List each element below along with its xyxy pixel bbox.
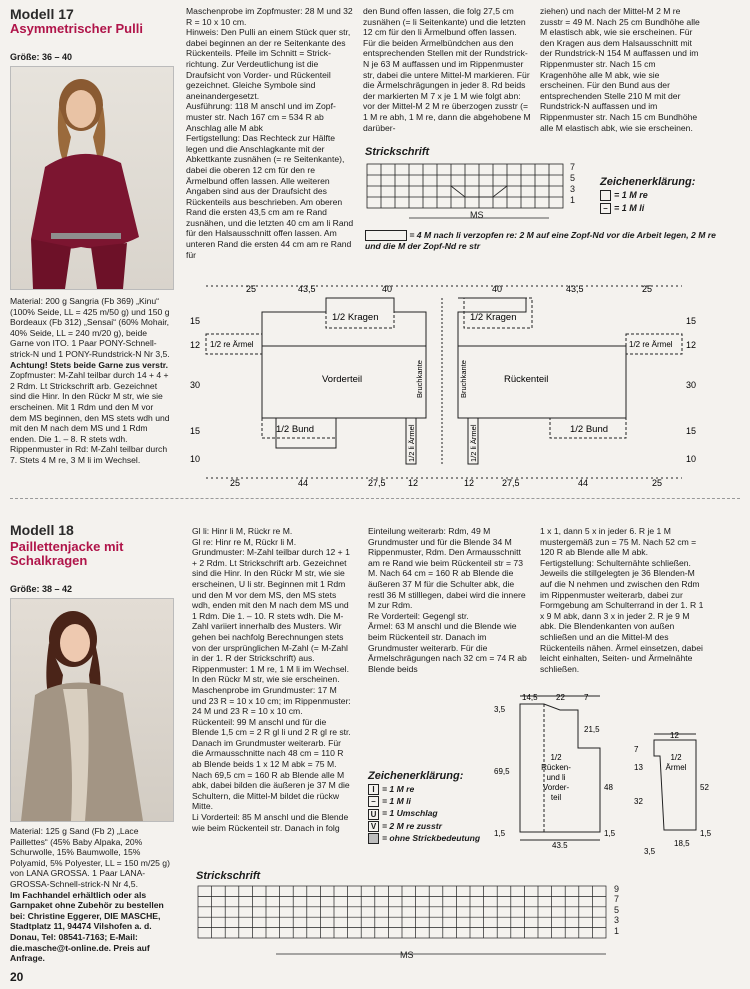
model-18-title: Paillettenjacke mit Schalkragen [10, 539, 124, 568]
dim-label: 15 [190, 316, 201, 326]
dim-label: 25 [652, 478, 663, 488]
model-18-col3 [368, 526, 528, 674]
dim-label: 44 [578, 478, 589, 488]
bund-label: 1/2 Bund [276, 424, 315, 435]
piece-label: 1/2 [550, 753, 562, 762]
dim-label: 15 [686, 426, 697, 436]
gauge-text: Maschenprobe im Zopfmuster: 28 M und 32 R = 10 x 10 cm. [186, 6, 353, 27]
dim-label: 22 [556, 693, 565, 702]
row-number: 5 [614, 904, 620, 915]
pattern-text: Rippenmuster: 1 M re, 1 M li im Wechsel. In den Rückr M str, wie sie erscheinen. [192, 663, 349, 685]
continued-text: ziehen) und nach der Mittel-M 2 M re zusstr = 49 M. Nach 25 cm Bundhöhe alle M elastisch abk, wie sie erscheinen. Für den Kragen aus dem Halsausschnitt mit der Rundstrick-N 154 M auffassen und im Rippenmuster str. Nach 15 cm Kragenhöhe alle M abk, wie sie erscheinen. Für den Bund aus der entsprechenden Stelle 210 M mit der Rundstrick-N auffassen und im Rippenmuster str. Nach 15 cm Bundhöhe alle M elastisch abk, wie sie erscheinen. [540, 6, 700, 133]
model-18-photo [10, 598, 174, 822]
piece-label: 1/2 [670, 753, 682, 762]
dim-label: 12 [464, 478, 475, 488]
front-text: Einteilung weiterarb: Rdm, 49 M Grundmuster und für die Blende 34 M Rippenmuster, Rdm. Den Armausschnitt am re Rand wie beim Rückenteil str = 73 M. Nach 64 cm = 160 R ab Blende die äußeren 37 M für die Schulter abk, die restl 36 M stilllegen, dabei wird die innere M zur Rdm. [368, 526, 526, 611]
attention-note: Achtung! Stets beide Garne zus verstr. [10, 359, 169, 370]
schematic-18-sleeve [630, 730, 720, 860]
dim-label: 25 [642, 284, 653, 294]
row-number: 1 [614, 925, 620, 936]
chart-18-ms: MS [400, 950, 414, 960]
no-stitch-symbol-icon [368, 833, 379, 844]
dim-label: 27,5 [368, 478, 386, 488]
dim-label: 15 [190, 426, 201, 436]
dim-label: 1,5 [700, 829, 712, 838]
pattern-text: Gl li: Hinr li M, Rückr re M. [192, 526, 293, 536]
material-text: Material: 200 g Sangria (Fb 369) „Kinu“ (100% Seide, LL = 425 m/50 g) und 150 g Bordeaux (Fb 312) „Sensai“ (60% Mohair, 40% Seide, LL = 240 m/20 g), beide Garne von ITO. 1 Paar PONY-Schnell-strick-N und 1 PONY-Rundstrick-N Nr 3,5. [10, 296, 170, 359]
row-number: 7 [614, 894, 620, 905]
continued-text: den Bund offen lassen, die folg 27,5 cm zusnähen (= li Seitenkante) und die letzten 12 cm für den li Ärmelbund offen lassen. Für die beiden Ärmelbündchen aus den entsprechenden Stellen mit der Rundstrick-N je 63 M auffassen und im Rippenmuster str, dabei die untere Mittel-M markieren. Für die Ärmelschrägungen in jeder 8. Rd beids der markierten M 7 x je 1 M wie folgt abn: vor der Mittel-M 2 M re überzogen zusstr (= 1 M re abh, 1 M re, dann die abgehobene M darüber- [363, 6, 531, 133]
dim-label: 32 [634, 797, 643, 806]
piece-label: Vorder- [542, 783, 570, 792]
dim-label: 1,5 [604, 829, 616, 838]
dim-label: 14,5 [522, 693, 538, 702]
dim-label: 27,5 [502, 478, 520, 488]
legend-item: – = 1 M li [600, 203, 695, 214]
back-text: Rückenteil: 99 M anschl und für die Blende 1,5 cm = 2 R gl li und 2 R gl re str. Danach im Grundmuster weiterarb. Für die Armausschnitte nach 48 cm = 110 R ab Blende beids 1 x 12 M abk = 75 M. Nach 69,5 cm = 160 R ab Blende alle M abk, dabei bilden die äußeren je 37 M die Schultern, die Mittel-M bildet die rückw Mitte. [192, 716, 351, 812]
knit-symbol-icon [600, 190, 611, 201]
material-text: Material: 125 g Sand (Fb 2) „Lace Paillettes“ (45% Baby Alpaka, 20% Schurwolle, 15% Baumwolle, 15% Polyamid, 5% Polyester, LL = 150 m/25 g) von LANA GROSSA. 1 Paar LANA-GROSSA-Schnell-strick-N Nr 4,5. [10, 826, 170, 889]
aermel-label: 1/2 re Ärmel [629, 340, 673, 349]
li-aermel-label: 1/2 li Ärmel [407, 424, 416, 462]
legend-item: = ohne Strickbedeutung [368, 833, 480, 844]
vorderteil-label: Vorderteil [322, 374, 363, 385]
execution-text: Ausführung: 118 M anschl und im Zopf-muster str. Nach 167 cm = 534 R ab Anschlag alle M abk [186, 101, 336, 133]
legend-17 [600, 176, 695, 214]
row-number: 9 [614, 884, 620, 894]
dim-label: 15 [686, 316, 697, 326]
chart-17-row-numbers [570, 162, 575, 206]
model-17-size: Größe: 36 – 40 [10, 52, 73, 62]
model-17-col3 [363, 6, 531, 133]
bruchkante-label: Bruchkante [415, 360, 424, 398]
bruchkante-label: Bruchkante [459, 360, 468, 398]
li-aermel-label: 1/2 li Ärmel [469, 424, 478, 462]
dim-label: 12 [408, 478, 419, 488]
dim-label: 40 [492, 284, 503, 294]
dim-label: 13 [634, 763, 643, 772]
gauge-text: Maschenprobe im Grundmuster: 17 M und 23 R = 10 x 10 cm; im Rippenmuster: 24 M und 23 R = 10 x 10 cm. [192, 684, 351, 717]
section-divider [10, 498, 740, 499]
piece-label: und li [546, 773, 566, 782]
model-17-photo [10, 66, 174, 290]
hint-text: Hinweis: Den Pulli an einem Stück quer str, dabei beginnen an der re Seitenkante des Rückenteils. Pfeile im Schnitt = Strick-richtung. Zur Verdeutlichung ist die Draufsicht von Vorder- und Rückenteil gezeichnet. Gleiche Symbole sind aneinandergesetzt. [186, 27, 351, 101]
strickschrift-17-title: Strickschrift [365, 146, 430, 158]
yarn-over-symbol-icon: U [368, 809, 379, 820]
model-17-col4 [540, 6, 700, 133]
dim-label: 12 [670, 731, 679, 740]
finishing-text: Fertigstellung: Schulternähte schließen. Jeweils die stillgelegten je 36 Blenden-M auf die N nehmen und zwischen den Rdm im Rippenmuster weiterarb, dabei zur Formgebung am Schulterrand in der 1. R 1 x 9 M abk, dann 3 x in jeder 2. R je 9 M abk. Die Blendenkanten von außen schließen und an die Mittel-M des Rückenteils nähen. Ärmel einsetzen, dabei leicht einhalten, Seiten- und Ärmelnähte schließen. [540, 557, 704, 674]
finishing-text: Fertigstellung: Das Rechteck zur Hälfte legen und die Anschlagkante mit der Abkettkante zusnähen (= re Seitenkante), dabei die oberen 12 cm für den re Ärmelbund offen lassen. Alle weiteren Angaben sind aus der Draufsicht des Rückenteils aus beschrieben. Am oberen Rand die ersten 43,5 cm am re Rand zusnähen, und die letzten 40 cm am li Rand für den Halsausschnitt offen lassen. Am unteren Rand die ersten 44 cm am re Rand für [186, 133, 354, 260]
dim-label: 10 [190, 454, 201, 464]
model-18-col4 [540, 526, 708, 674]
legend-item: = 1 M re [600, 190, 695, 201]
row-number: 3 [614, 915, 620, 926]
cable-symbol-icon [365, 230, 407, 241]
dim-label: 43,5 [298, 284, 316, 294]
aermel-label: 1/2 re Ärmel [210, 340, 254, 349]
rueckenteil-label: Rückenteil [504, 374, 549, 385]
legend-item: – = 1 M li [368, 796, 480, 807]
purl-symbol-icon: – [600, 203, 611, 214]
front-text: Li Vorderteil: 85 M anschl und die Blende wie beim Rückenteil str. Danach in folg [192, 812, 349, 833]
pattern-text: Grundmuster: M-Zahl teilbar durch 12 + 1 + 2 Rdm. Lt Strickschrift arb. Gezeichnet sind die Hinr. In den Rückr M str, wie sie erscheinen, U li str. Beginnen mit 1 Rdm und den M vor dem MS, den MS stets wdh, enden mit den M nach dem MS und 1 Rdm. Die 1. – 10. R stets wdh. Die M-Zahl variiert innerhalb des Musters. Wir gehen bei nachfolg Berechnungen stets von der ursprünglichen M-Zahl (= M-Zahl in der 1. R der Strickschrift) aus. [192, 547, 350, 664]
kragen-label: 1/2 Kragen [332, 312, 379, 323]
dim-label: 25 [230, 478, 241, 488]
dim-label: 12 [190, 340, 201, 350]
dim-label: 30 [686, 380, 697, 390]
dim-label: 44 [298, 478, 309, 488]
knit-symbol-icon: I [368, 784, 379, 795]
bund-label: 1/2 Bund [570, 424, 609, 435]
dim-label: 1,5 [494, 829, 506, 838]
piece-label: Ärmel [665, 763, 687, 772]
legend-item: V = 2 M re zusstr [368, 821, 480, 832]
legend-title: Zeichenerklärung: [600, 176, 696, 188]
legend-18 [368, 770, 480, 844]
dim-label: 3,5 [494, 705, 506, 714]
dim-label: 30 [190, 380, 201, 390]
row-number: 3 [570, 184, 576, 194]
dim-label: 43,5 [552, 841, 568, 848]
dim-label: 21,5 [584, 725, 600, 734]
chart-17-ms: MS [470, 210, 484, 220]
right-front-text: Re Vorderteil: Gegengl str. [368, 610, 469, 621]
dim-label: 7 [634, 745, 639, 754]
model-18-material [10, 826, 174, 964]
legend-title: Zeichenerklärung: [368, 770, 464, 782]
order-info: Im Fachhandel erhältlich oder als Garnpaket ohne Zubehör zu bestellen bei: Christine Eggerer, DIE MASCHE, Stadtplatz 11, 94474 Vilshofen a. d. Donau, Tel: 08541-7163; E-Mail: die.masche@t-online.de. Preis auf Anfrage. [10, 889, 164, 964]
dim-label: 25 [246, 284, 257, 294]
model-18-col2 [192, 526, 352, 833]
legend-item: U = 1 Umschlag [368, 808, 480, 819]
purl-symbol-icon: – [368, 796, 379, 807]
dim-label: 69,5 [494, 767, 510, 776]
model-17-material [10, 296, 172, 466]
model-18-heading: Modell 18 [10, 522, 74, 538]
cable-pattern-text: Zopfmuster: M-Zahl teilbar durch 14 + 4 + 2 Rdm. Lt Strickschrift arb. Gezeichnet sind die Hinr. In den Rückr M str, wie sie erscheinen. Mit 1 Rdm und den M vor dem MS beginnen, den MS stets wdh und mit den M nach dem MS und 1 Rdm enden. Die 1. – 8. R stets wdh. [10, 370, 170, 444]
dim-label: 40 [382, 284, 393, 294]
piece-label: teil [550, 793, 562, 802]
k2tog-symbol-icon: V [368, 821, 379, 832]
dim-label: 48 [604, 783, 613, 792]
rib-pattern-text: Rippenmuster in Rd: M-Zahl teilbar durch 7. Stets 4 M re, 3 M li im Wechsel. [10, 444, 168, 465]
model-17-heading: Modell 17 [10, 6, 74, 22]
row-number: 5 [570, 173, 576, 183]
pattern-text: Gl re: Hinr re M, Rückr li M. [192, 536, 297, 547]
dim-label: 52 [700, 783, 709, 792]
cable-legend: = 4 M nach li verzopfen re: 2 M auf eine Zopf-Nd vor die Arbeit legen, 2 M re und die M der Zopf-Nd re str [365, 230, 716, 252]
strickschrift-18-title: Strickschrift [196, 870, 261, 882]
page-number: 20 [10, 970, 24, 984]
piece-label: Rücken- [541, 763, 571, 772]
schematic-17 [186, 278, 706, 490]
sleeve-text: 1 x 1, dann 5 x in jeder 6. R je 1 M mustergemäß zun = 75 M. Nach 52 cm = 120 R ab Blende alle M abk. [540, 526, 697, 558]
dim-label: 43,5 [566, 284, 584, 294]
dim-label: 3,5 [644, 847, 656, 856]
legend-item: I = 1 M re [368, 784, 480, 795]
dim-label: 7 [584, 693, 589, 702]
kragen-label: 1/2 Kragen [470, 312, 517, 323]
model-18-size: Größe: 38 – 42 [10, 584, 73, 594]
row-number: 1 [570, 195, 576, 205]
dim-label: 12 [686, 340, 697, 350]
model-17-col2 [186, 6, 354, 260]
dim-label: 18,5 [674, 839, 690, 848]
schematic-18-body [488, 688, 628, 848]
row-number: 7 [570, 162, 576, 172]
sleeve-text: Ärmel: 63 M anschl und die Blende wie beim Rückenteil str. Danach im Grundmuster weiterarb. Für die Ärmelschrägungen nach 32 cm = 74 R ab Blende beids [368, 621, 527, 674]
chart-18-row-numbers [614, 884, 619, 936]
dim-label: 10 [686, 454, 697, 464]
model-17-title: Asymmetrischer Pulli [10, 21, 143, 36]
